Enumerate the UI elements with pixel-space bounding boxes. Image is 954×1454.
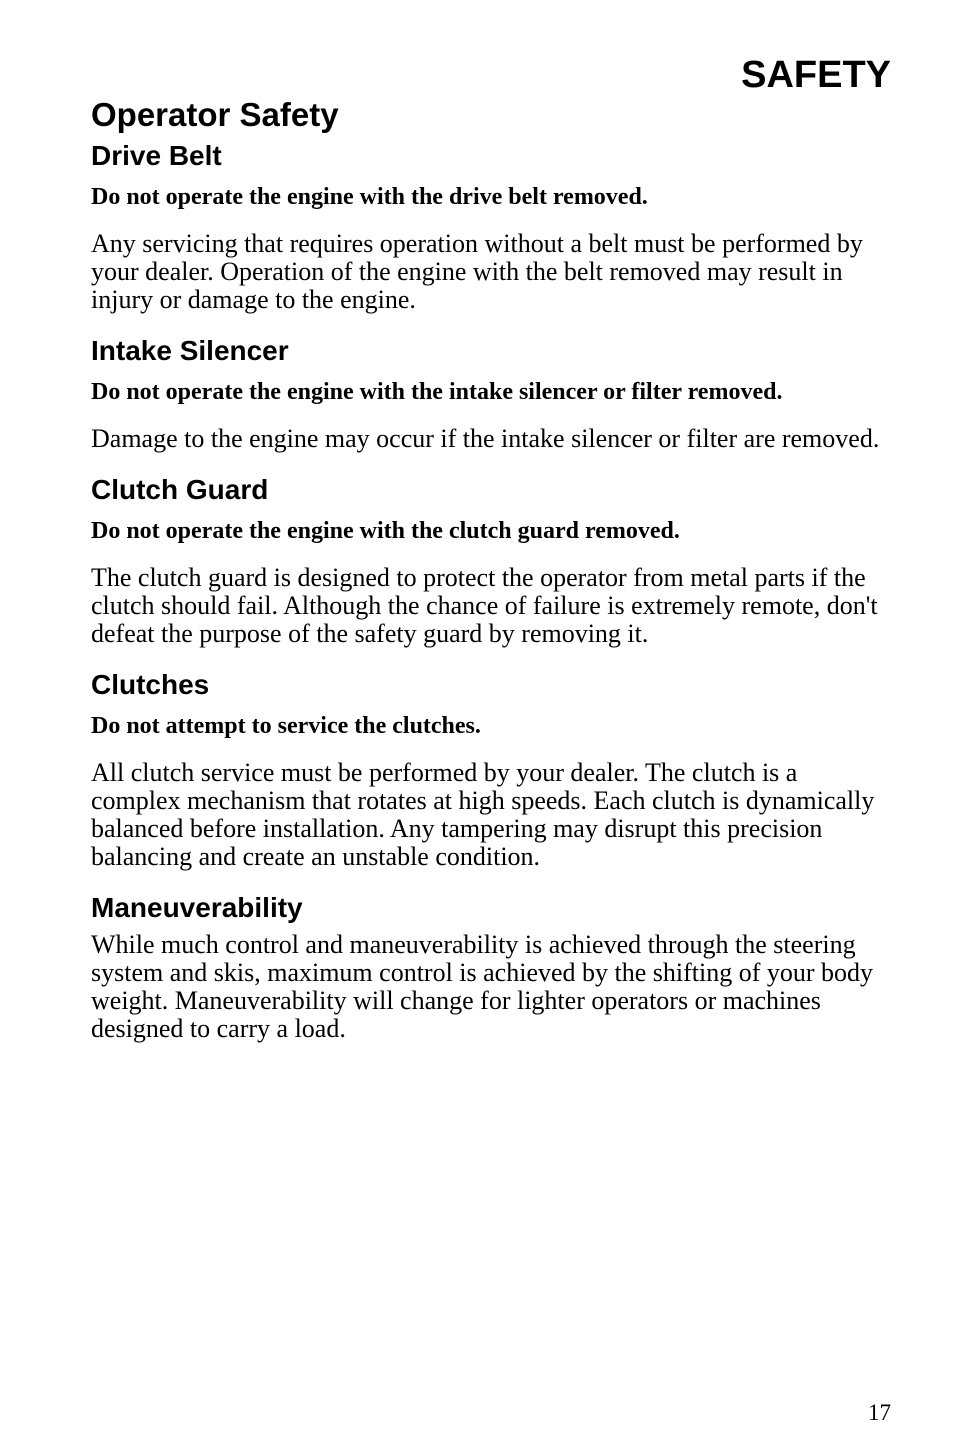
page-content xyxy=(91,95,891,1043)
maneuverability-section xyxy=(91,891,891,1043)
drive-belt-section xyxy=(91,139,891,314)
drive-belt-warning: Do not operate the engine with the drive belt removed. xyxy=(91,184,648,210)
clutch-guard-heading: Clutch Guard xyxy=(91,474,269,505)
maneuverability-body: While much control and maneuverability is achieved through the steering system and skis, maximum control is achieved by the shifting of your body weight. Maneuverability will change for lighter operators or machines designed to carry a load. xyxy=(91,930,874,1043)
clutches-heading: Clutches xyxy=(91,669,210,700)
clutches-warning: Do not attempt to service the clutches. xyxy=(91,713,481,739)
drive-belt-body: Any servicing that requires operation without a belt must be performed by your dealer. Operation of the engine with the belt removed may result in injury or damage to the engine. xyxy=(91,229,863,314)
intake-silencer-warning: Do not operate the engine with the intake silencer or filter removed. xyxy=(91,379,783,405)
intake-silencer-body: Damage to the engine may occur if the intake silencer or filter are removed. xyxy=(91,424,880,453)
clutch-guard-section xyxy=(91,473,891,648)
running-head: SAFETY xyxy=(741,54,891,96)
drive-belt-heading: Drive Belt xyxy=(91,140,222,171)
manual-page xyxy=(91,0,891,1454)
section-title: Operator Safety xyxy=(91,96,339,133)
clutches-body: All clutch service must be performed by your dealer. The clutch is a complex mechanism that rotates at high speeds. Each clutch is dynamically balanced before installation. Any tampering may disrupt this precision balancing and create an unstable condition. xyxy=(91,758,875,871)
clutch-guard-body: The clutch guard is designed to protect the operator from metal parts if the clutch should fail. Although the chance of failure is extremely remote, don't defeat the purpose of the safety guard by removing it. xyxy=(91,563,878,648)
clutch-guard-warning: Do not operate the engine with the clutch guard removed. xyxy=(91,518,680,544)
intake-silencer-heading: Intake Silencer xyxy=(91,335,289,366)
maneuverability-heading: Maneuverability xyxy=(91,892,303,923)
intake-silencer-section xyxy=(91,334,891,453)
page-number: 17 xyxy=(868,1400,891,1425)
clutches-section xyxy=(91,668,891,871)
